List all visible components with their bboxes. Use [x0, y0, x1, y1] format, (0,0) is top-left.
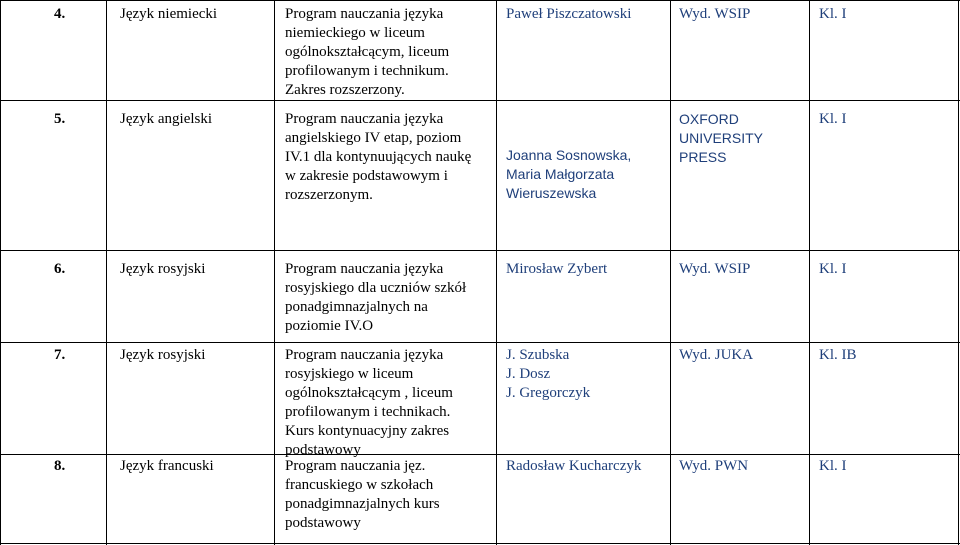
program-line: Program nauczania języka: [285, 111, 444, 127]
table-border-left: [0, 0, 1, 545]
column-divider: [106, 0, 107, 545]
row-divider: [0, 454, 960, 455]
row-number: 7.: [54, 347, 66, 363]
column-divider: [496, 0, 497, 545]
author: [506, 146, 631, 203]
subject-name: Język angielski: [120, 111, 213, 127]
program-line: profilowanym i technikum.: [285, 63, 449, 79]
program-line: ponadgimnazjalnych kurs: [285, 496, 440, 512]
class-level: Kl. I: [819, 261, 847, 277]
program-line: IV.1 dla kontynuujących naukę: [285, 149, 472, 165]
column-divider: [274, 0, 275, 545]
program-description: [285, 110, 471, 205]
row-number: 8.: [54, 458, 66, 474]
program-line: ogólnokształcącym , liceum: [285, 385, 453, 401]
program-description: [285, 5, 449, 100]
row-divider: [0, 543, 960, 544]
class-level: Kl. IB: [819, 347, 857, 363]
publisher: [679, 110, 763, 167]
subject-name: Język rosyjski: [120, 261, 206, 277]
publisher-line: OXFORD: [679, 111, 739, 127]
program-line: ogólnokształcącym, liceum: [285, 44, 450, 60]
program-line: poziomie IV.O: [285, 318, 374, 334]
class-level: Kl. I: [819, 111, 847, 127]
program-line: rosyjskiego dla uczniów szkół: [285, 280, 467, 296]
program-line: niemieckiego w liceum: [285, 25, 425, 41]
table-border-right: [958, 0, 959, 545]
author-line: Maria Małgorzata: [506, 166, 615, 182]
row-number: 6.: [54, 261, 66, 277]
program-line: Program nauczania języka: [285, 347, 444, 363]
subject-name: Język niemiecki: [120, 6, 218, 22]
author-line: Wieruszewska: [506, 185, 597, 201]
row-divider: [0, 0, 960, 1]
author: [506, 346, 590, 403]
program-description: [285, 457, 440, 533]
author-line: J. Szubska: [506, 347, 570, 363]
row-divider: [0, 100, 960, 101]
row-divider: [0, 250, 960, 251]
author-line: Joanna Sosnowska,: [506, 147, 632, 163]
row-number: 4.: [54, 6, 66, 22]
author-line: J. Gregorczyk: [506, 385, 591, 401]
program-line: rosyjskiego w liceum: [285, 366, 414, 382]
program-line: podstawowy: [285, 515, 361, 531]
program-line: angielskiego IV etap, poziom: [285, 130, 462, 146]
author: Radosław Kucharczyk: [506, 458, 642, 474]
program-line: francuskiego w szkołach: [285, 477, 434, 493]
program-line: podstawowy: [285, 442, 361, 458]
author: Paweł Piszczatowski: [506, 6, 632, 22]
row-divider: [0, 342, 960, 343]
column-divider: [670, 0, 671, 545]
program-description: [285, 260, 466, 336]
row-number: 5.: [54, 111, 66, 127]
class-level: Kl. I: [819, 6, 847, 22]
publisher: Wyd. PWN: [679, 458, 749, 474]
program-line: w zakresie podstawowym i: [285, 168, 448, 184]
author: Mirosław Zybert: [506, 261, 608, 277]
program-line: Program nauczania języka: [285, 6, 444, 22]
publisher: Wyd. WSIP: [679, 6, 751, 22]
program-line: ponadgimnazjalnych na: [285, 299, 428, 315]
publisher: Wyd. JUKA: [679, 347, 754, 363]
program-line: profilowanym i technikach.: [285, 404, 451, 420]
program-line: Kurs kontynuacyjny zakres: [285, 423, 450, 439]
publisher-line: UNIVERSITY: [679, 130, 764, 146]
program-description: [285, 346, 453, 460]
program-line: Program nauczania języka: [285, 261, 444, 277]
author-line: J. Dosz: [506, 366, 551, 382]
program-line: Zakres rozszerzony.: [285, 82, 405, 98]
class-level: Kl. I: [819, 458, 847, 474]
publisher-line: PRESS: [679, 149, 727, 165]
subject-name: Język rosyjski: [120, 347, 206, 363]
column-divider: [809, 0, 810, 545]
program-line: rozszerzonym.: [285, 187, 373, 203]
subject-name: Język francuski: [120, 458, 214, 474]
publisher: Wyd. WSIP: [679, 261, 751, 277]
program-line: Program nauczania jęz.: [285, 458, 426, 474]
